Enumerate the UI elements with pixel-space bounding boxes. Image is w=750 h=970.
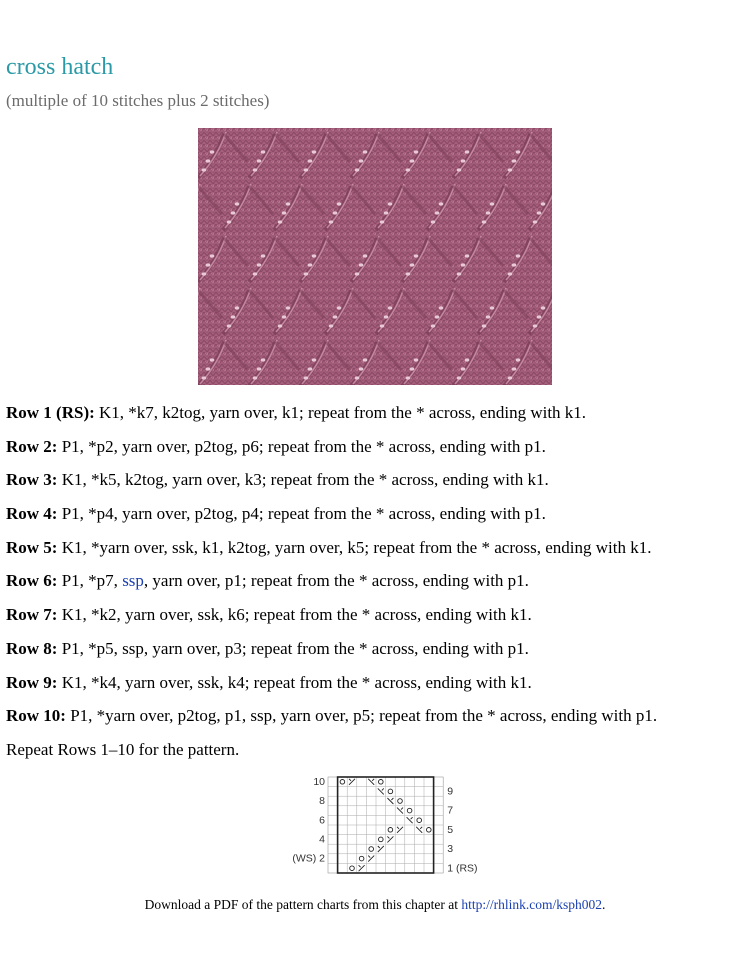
swatch-eyelet	[359, 367, 364, 370]
swatch-eyelet	[439, 202, 444, 205]
swatch-eyelet	[304, 272, 309, 275]
chart-row-label-right: 3	[447, 843, 454, 856]
swatch-eyelet	[537, 315, 542, 318]
row-instruction	[6, 569, 746, 603]
page-title: cross hatch	[6, 54, 114, 80]
swatch-eyelet	[282, 315, 287, 318]
swatch-eyelet	[388, 306, 393, 309]
row-label: Row 9:	[6, 672, 58, 692]
row-instruction	[6, 637, 746, 671]
swatch-eyelet	[457, 168, 462, 171]
swatch-eyelet	[541, 202, 546, 205]
swatch-eyelet	[516, 150, 521, 153]
swatch-eyelet	[363, 150, 368, 153]
swatch-eyelet	[282, 211, 287, 214]
swatch-eyelet	[337, 306, 342, 309]
swatch-eyelet	[286, 306, 291, 309]
swatch-eyelet	[210, 254, 215, 257]
swatch-eyelet	[363, 358, 368, 361]
swatch-eyelet	[482, 324, 487, 327]
swatch-eyelet	[512, 159, 517, 162]
swatch-eyelet	[304, 376, 309, 379]
swatch-eyelet	[202, 272, 207, 275]
swatch-eyelet	[355, 168, 360, 171]
row-label: Row 4:	[6, 504, 58, 524]
swatch-eyelet	[227, 324, 232, 327]
swatch-eyelet	[414, 358, 419, 361]
swatch-eyelet	[508, 376, 513, 379]
swatch-eyelet	[414, 150, 419, 153]
row-instruction	[6, 468, 746, 502]
swatch-eyelet	[253, 376, 258, 379]
swatch-eyelet	[512, 263, 517, 266]
swatch-eyelet	[533, 324, 538, 327]
row-text: K1, *k7, k2tog, yarn over, k1; repeat from the * across, ending with k1.	[94, 403, 587, 422]
swatch-eyelet	[308, 263, 313, 266]
swatch-eyelet	[461, 159, 466, 162]
ssp-link[interactable]: ssp	[122, 571, 144, 591]
chart-row-label-left: 6	[319, 814, 325, 827]
row-label: Row 7:	[6, 605, 58, 625]
swatch-eyelet	[461, 263, 466, 266]
swatch-eyelet	[457, 272, 462, 275]
chart-row-label-right: 1 (RS)	[447, 862, 478, 875]
swatch-eyelet	[435, 315, 440, 318]
knitted-swatch-photo	[198, 128, 552, 385]
swatch-eyelet	[406, 272, 411, 275]
swatch-eyelet	[312, 254, 317, 257]
swatch-eyelet	[431, 220, 436, 223]
swatch-eyelet	[210, 358, 215, 361]
row-instruction	[6, 435, 746, 469]
row-instruction	[6, 401, 746, 435]
swatch-eyelet	[435, 211, 440, 214]
swatch-eyelet	[410, 159, 415, 162]
swatch-eyelet	[235, 306, 240, 309]
swatch-eyelet	[312, 358, 317, 361]
row-label: Row 5:	[6, 537, 58, 557]
swatch-eyelet	[278, 324, 283, 327]
swatch-eyelet	[410, 367, 415, 370]
swatch-eyelet	[206, 263, 211, 266]
swatch-eyelet	[465, 150, 470, 153]
swatch-eyelet	[439, 306, 444, 309]
swatch-eyelet	[355, 376, 360, 379]
stitch-multiple-note: (multiple of 10 stitches plus 2 stitches)	[6, 91, 270, 110]
swatch-eyelet	[431, 324, 436, 327]
swatch-eyelet	[406, 376, 411, 379]
swatch-eyelet	[257, 367, 262, 370]
swatch-eyelet	[508, 272, 513, 275]
stitch-chart	[270, 772, 480, 887]
swatch-eyelet	[380, 324, 385, 327]
swatch-eyelet	[410, 263, 415, 266]
swatch-eyelet	[261, 358, 266, 361]
swatch-eyelet	[512, 367, 517, 370]
swatch-eyelet	[414, 254, 419, 257]
chart-row-label-right: 7	[447, 804, 454, 817]
swatch-eyelet	[541, 306, 546, 309]
download-note	[0, 897, 750, 913]
row-instruction	[6, 704, 746, 738]
row-instruction	[6, 536, 746, 570]
swatch-eyelet	[278, 220, 283, 223]
swatch-eyelet	[384, 315, 389, 318]
swatch-eyelet	[257, 159, 262, 162]
swatch-eyelet	[406, 168, 411, 171]
repeat-instruction: Repeat Rows 1–10 for the pattern.	[6, 739, 240, 759]
swatch-eyelet	[227, 220, 232, 223]
swatch-eyelet	[329, 324, 334, 327]
swatch-eyelet	[465, 254, 470, 257]
row-instruction	[6, 671, 746, 705]
row-text: P1, *p7,	[57, 571, 123, 591]
row-label: Row 6:	[6, 571, 58, 591]
pdf-download-link[interactable]: http://rhlink.com/ksph002	[461, 897, 603, 912]
swatch-eyelet	[333, 211, 338, 214]
swatch-eyelet	[329, 220, 334, 223]
swatch-eyelet	[261, 150, 266, 153]
swatch-eyelet	[261, 254, 266, 257]
swatch-eyelet	[286, 202, 291, 205]
chart-row-label-right: 9	[447, 785, 454, 798]
row-text: K1, *k4, yarn over, ssk, k4; repeat from the * across, ending with k1.	[57, 672, 532, 692]
row-label: Row 1 (RS):	[6, 403, 95, 422]
row-label: Row 3:	[6, 470, 58, 490]
chart-row-label-right: 5	[447, 823, 454, 836]
swatch-eyelet	[308, 159, 313, 162]
row-text: K1, *k2, yarn over, ssk, k6; repeat from the * across, ending with k1.	[57, 605, 532, 625]
swatch-eyelet	[384, 211, 389, 214]
swatch-eyelet	[457, 376, 462, 379]
swatch-eyelet	[253, 168, 258, 171]
swatch-eyelet	[333, 315, 338, 318]
swatch-eyelet	[206, 159, 211, 162]
swatch-eyelet	[490, 306, 495, 309]
row-instruction	[6, 603, 746, 637]
row-text: P1, *p5, ssp, yarn over, p3; repeat from the * across, ending with p1.	[57, 638, 529, 658]
row-text: K1, *k5, k2tog, yarn over, k3; repeat from the * across, ending with k1.	[57, 470, 549, 490]
chart-row-label-left: (WS) 2	[292, 852, 325, 865]
swatch-eyelet	[486, 211, 491, 214]
swatch-eyelet	[537, 211, 542, 214]
swatch-eyelet	[210, 150, 215, 153]
swatch-eyelet	[202, 376, 207, 379]
swatch-eyelet	[461, 367, 466, 370]
chart-row-label-left: 8	[319, 795, 325, 808]
swatch-eyelet	[508, 168, 513, 171]
pattern-instructions	[6, 401, 746, 772]
swatch-eyelet	[359, 263, 364, 266]
swatch-eyelet	[486, 315, 491, 318]
row-instruction	[6, 502, 746, 536]
swatch-eyelet	[533, 220, 538, 223]
row-text: K1, *yarn over, ssk, k1, k2tog, yarn over, k5; repeat from the * across, ending with k1.	[57, 537, 652, 557]
swatch-eyelet	[253, 272, 258, 275]
swatch-eyelet	[482, 220, 487, 223]
row-text: P1, *yarn over, p2tog, p1, ssp, yarn over, p5; repeat from the * across, ending with p1.	[65, 706, 658, 726]
swatch-eyelet	[516, 358, 521, 361]
swatch-eyelet	[231, 315, 236, 318]
footer-text: Download a PDF of the pattern charts from this chapter at	[144, 897, 462, 912]
swatch-eyelet	[202, 168, 207, 171]
swatch-eyelet	[363, 254, 368, 257]
footer-end: .	[602, 897, 606, 912]
row-label: Row 8:	[6, 638, 58, 658]
chart-row-label-left: 10	[313, 775, 325, 788]
swatch-eyelet	[465, 358, 470, 361]
swatch-eyelet	[206, 367, 211, 370]
row-label: Row 2:	[6, 436, 58, 456]
swatch-eyelet	[490, 202, 495, 205]
row-text: P1, *p2, yarn over, p2tog, p6; repeat from the * across, ending with p1.	[57, 436, 546, 456]
swatch-eyelet	[359, 159, 364, 162]
swatch-eyelet	[516, 254, 521, 257]
chart-grid	[328, 777, 443, 873]
swatch-eyelet	[257, 263, 262, 266]
swatch-eyelet	[312, 150, 317, 153]
swatch-eyelet	[388, 202, 393, 205]
row-text: , yarn over, p1; repeat from the * across, ending with p1.	[143, 571, 529, 591]
swatch-eyelet	[304, 168, 309, 171]
swatch-eyelet	[235, 202, 240, 205]
chart-row-label-left: 4	[319, 833, 325, 846]
swatch-eyelet	[231, 211, 236, 214]
swatch-eyelet	[380, 220, 385, 223]
swatch-eyelet	[308, 367, 313, 370]
swatch-eyelet	[337, 202, 342, 205]
row-label: Row 10:	[6, 706, 66, 726]
swatch-eyelet	[355, 272, 360, 275]
row-text: P1, *p4, yarn over, p2tog, p4; repeat from the * across, ending with p1.	[57, 504, 546, 524]
